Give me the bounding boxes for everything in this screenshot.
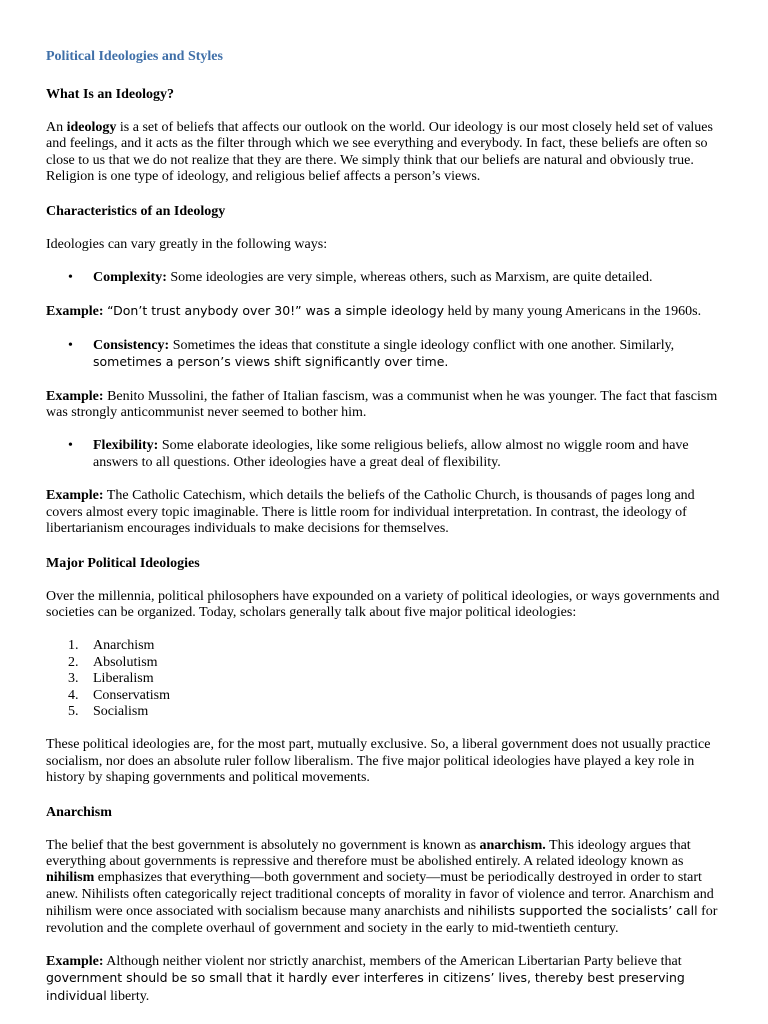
- document-body: [46, 48, 722, 1005]
- ideologies-exclusive-paragraph: These political ideologies are, for the most part, mutually exclusive. So, a liberal government does not usually practice socialism, nor does an absolute ruler follow liberalism. The five major political ideologies have played a key role in history by shaping governments and political movements.: [46, 737, 711, 786]
- heading-major-ideologies: Major Political Ideologies: [46, 555, 200, 571]
- term-nihilism: nihilism: [46, 870, 95, 886]
- bullet-list-flexibility: [46, 438, 722, 471]
- bullet-icon: •: [68, 438, 73, 454]
- major-ideologies-intro: Over the millennia, political philosophers have expounded on a variety of political ideologies, or ways governments and societies can be organized. Today, scholars generally talk about five major political ideologies:: [46, 588, 720, 620]
- characteristics-intro: Ideologies can vary greatly in the following ways:: [46, 236, 328, 252]
- heading-characteristics: Characteristics of an Ideology: [46, 203, 226, 219]
- list-item: 3. Liberalism: [68, 671, 154, 687]
- document-title: Political Ideologies and Styles: [46, 49, 223, 64]
- heading-what-is-ideology: What Is an Ideology?: [46, 87, 174, 102]
- list-item: 4. Conservatism: [68, 687, 170, 703]
- ideology-definition-paragraph: An ideology is a set of beliefs that affects our outlook on the world. Our ideology is our most closely held set of values and feelings, and it acts as the filter through which we see everything and everybody. In fact, these beliefs are often so close to us that we do not realize that they are there. We simply think that our beliefs are natural and obviously true. Religion is one type of ideology, and religious belief affects a person’s views.: [46, 120, 713, 185]
- example-consistency: Example: Benito Mussolini, the father of Italian fascism, was a communist when he was younger. The fact that fascism was strongly anticommunist never seemed to bother him.: [46, 388, 718, 421]
- example-complexity: Example: “Don’t trust anybody over 30!” was a simple ideology held by many young Americans in the 1960s.: [46, 303, 702, 320]
- bullet-icon: •: [68, 337, 73, 353]
- list-item: • Complexity: Some ideologies are very simple, whereas others, such as Marxism, are quite detailed.: [68, 270, 653, 286]
- bullet-icon: •: [68, 270, 73, 286]
- heading-anarchism: Anarchism: [46, 804, 112, 820]
- term-ideology: ideology: [66, 120, 117, 135]
- list-item: 5. Socialism: [68, 703, 149, 719]
- list-item: 1. Anarchism: [68, 638, 155, 654]
- anarchism-paragraph: The belief that the best government is absolutely no government is known as anarchism. This ideology argues that everything about governments is repressive and therefore must be abolished entirely. A related ideology known as nihilism emphasizes that everything—both government and society—must be periodically destroyed in order to start anew. Nihilists often categorically reject traditional concepts of morality in favor of violence and terror. Anarchism and nihilism were once associated with socialism because many anarchists and nihilists supported the socialists’ call for revolution and the complete overhaul of government and society in the early to mid-twentieth century.: [46, 837, 718, 936]
- term-anarchism: anarchism.: [479, 837, 546, 853]
- list-item: • Flexibility: Some elaborate ideologies, like some religious beliefs, allow almost no wiggle room and have answers to all questions. Other ideologies have a great deal of flexibility.: [68, 438, 689, 470]
- list-item: 2. Absolutism: [68, 654, 158, 670]
- bullet-list-complexity: [46, 270, 722, 286]
- bullet-list-consistency: [46, 338, 722, 372]
- ideologies-numbered-list: [46, 638, 722, 720]
- list-item: • Consistency: Sometimes the ideas that constitute a single ideology conflict with one another. Similarly, sometimes a person’s views shift significantly over time.: [68, 337, 675, 370]
- example-flexibility: Example: The Catholic Catechism, which details the beliefs of the Catholic Church, is thousands of pages long and covers almost every topic imaginable. There is little room for individual interpretation. In contrast, the ideology of libertarianism encourages individuals to make decisions for themselves.: [46, 488, 695, 537]
- example-anarchism: Example: Although neither violent nor strictly anarchist, members of the American Libertarian Party believe that government should be so small that it hardly ever interferes in citizens’ lives, thereby best preserving individual liberty.: [46, 954, 685, 1004]
